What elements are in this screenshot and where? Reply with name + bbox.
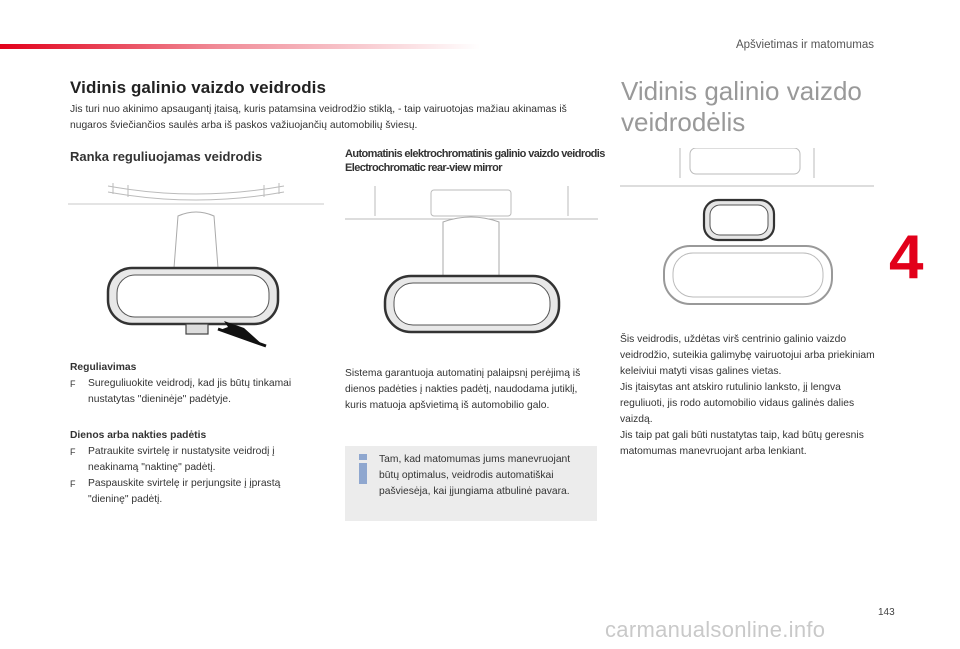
info-note xyxy=(345,446,597,521)
adjust-label: Reguliavimas xyxy=(70,362,137,373)
info-icon xyxy=(358,454,368,484)
small-mirror-text: Šis veidrodis, uždėtas virš centrinio galinio vaizdo veidrodžio, suteikia galimybę vairuotojui arba priekiniam keleiviui matyti visas galines vietas. Jis įtaisytas ant atskiro rutulinio lankstо, jį lengva reguliuoti, jis rodo automobilio vidaus galinės dalies vaizdą. Jis taip pat gali būti nustatytas taip, kad būtų geresnis matomumas manevruojant arba lenkiant. xyxy=(620,334,875,457)
daynight-label: Dienos arba nakties padėtis xyxy=(70,430,207,441)
daynight-item: F Patraukite svirtelę ir nustatysite veidrodį į neakinamą "naktinę" padėtį. xyxy=(70,446,275,473)
intro-text: Jis turi nuo akinimo apsaugantį įtaisą, kuris patamsina veidrodžio stiklą, - taip vairuotojas mažiau akinamas iš nugaros šviečiančios saulės arba iš paskos važiuojančių automobilių šviesų. xyxy=(70,104,567,131)
auto-mirror-illustration xyxy=(345,186,598,346)
header-accent-bar xyxy=(0,44,480,49)
manual-mirror-illustration xyxy=(68,180,324,350)
watermark-text: carmanualsonline.info xyxy=(605,617,826,642)
manual-mirror-heading: Ranka reguliuojamas veidrodis xyxy=(70,149,263,164)
auto-mirror-text: Sistema garantuoja automatinį palaipsnį perėjimą iš dienos padėties į nakties padėtį, naudodama jutiklį, kuris matuoja apšvietimą iš automobilio galo. xyxy=(345,368,581,411)
bullet-marker: F xyxy=(70,479,76,489)
info-note-text: Tam, kad matomumas jums manevruojant būtų optimalus, veidrodis automatiškai pašviesėja, kai įjungiama atbulinė pavara. xyxy=(379,454,571,497)
bullet-marker: F xyxy=(70,379,76,389)
manual-adjust-block xyxy=(70,360,320,408)
manual-daynight-block xyxy=(70,428,322,508)
small-mirror-illustration xyxy=(620,148,874,308)
bullet-marker: F xyxy=(70,447,76,457)
chapter-number: 4 xyxy=(889,223,924,292)
adjust-item: F Sureguliuokite veidrodį, kad jis būtų tinkamai nustatytas "dieninėje" padėtyje. xyxy=(70,378,292,405)
daynight-item: F Paspauskite svirtelę ir perjungsite į įprastą "dieninę" padėtį. xyxy=(70,478,281,505)
auto-mirror-heading: Automatinis elektrochromatinis galinio vaizdo veidrodis Electrochromatic rear-view mirror xyxy=(345,148,605,174)
page-number: 143 xyxy=(878,607,895,618)
page-title: Vidinis galinio vaizdo veidrodis xyxy=(70,78,327,97)
section-title: Apšvietimas ir matomumas xyxy=(735,39,874,51)
small-mirror-title: Vidinis galinio vaizdo veidrodėlis xyxy=(621,76,862,137)
